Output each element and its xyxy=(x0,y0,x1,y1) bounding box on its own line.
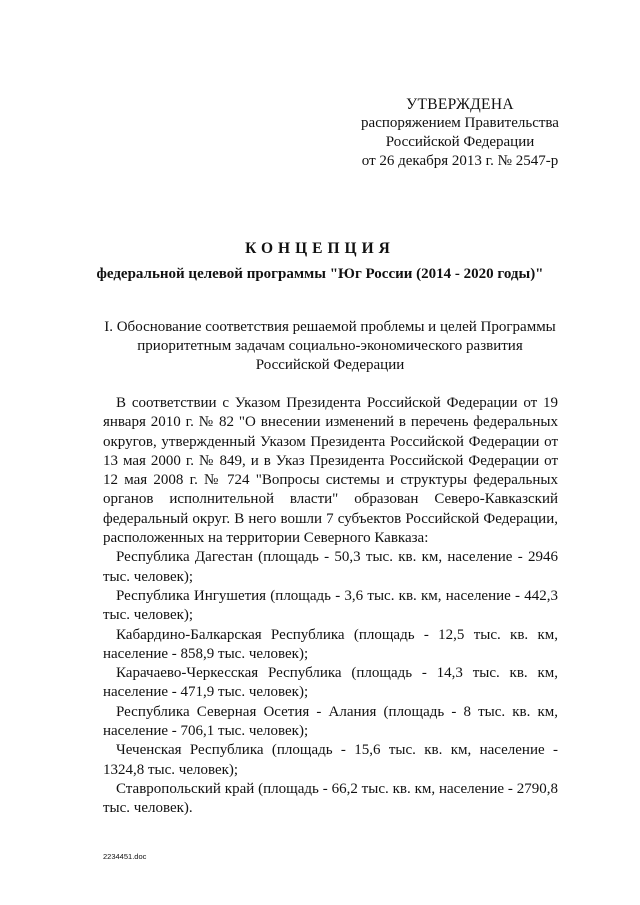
footer-filename: 2234451.doc xyxy=(103,852,147,861)
document-subtitle: федеральной целевой программы "Юг России (2014 - 2020 годы)" xyxy=(96,266,544,282)
subject-item: Республика Ингушетия (площадь - 3,6 тыс. кв. км, население - 442,3 тыс. человек); xyxy=(103,587,558,624)
document-body xyxy=(103,394,558,819)
approval-line-2: Российской Федерации xyxy=(385,134,535,150)
approval-line-3: от 26 декабря 2013 г. № 2547-р xyxy=(361,153,559,169)
section-heading: I. Обоснование соответствия решаемой проблемы и целей Программы приоритетным задачам социально-экономического развития Российской Федерации xyxy=(104,319,556,373)
intro-paragraph: В соответствии с Указом Президента Российской Федерации от 19 января 2010 г. № 82 "О внесении изменений в перечень федеральных округов, утвержденный Указом Президента Российской Федерации от 13 мая 2000 г. № 849, и в Указ Президента Российской Федерации от 12 мая 2008 г. № 724 "Вопросы системы и структуры федеральных органов исполнительной власти" образован Северо-Кавказский федеральный округ. В него вошли 7 субъектов Российской Федерации, расположенных на территории Северного Кавказа: xyxy=(103,395,558,547)
subject-item: Чеченская Республика (площадь - 15,6 тыс. кв. км, население - 1324,8 тыс. человек); xyxy=(103,742,558,778)
subject-item: Республика Дагестан (площадь - 50,3 тыс. кв. км, население - 2946 тыс. человек); xyxy=(103,549,558,585)
approval-heading: УТВЕРЖДЕНА xyxy=(406,96,514,113)
subject-item: Ставропольский край (площадь - 66,2 тыс. кв. км, население - 2790,8 тыс. человек). xyxy=(103,780,558,817)
subject-item: Карачаево-Черкесская Республика (площадь - 14,3 тыс. кв. км, население - 471,9 тыс. человек); xyxy=(103,665,558,701)
subject-item: Республика Северная Осетия - Алания (площадь - 8 тыс. кв. км, население - 706,1 тыс. человек); xyxy=(103,703,558,740)
approval-line-1: распоряжением Правительства xyxy=(361,115,559,131)
approval-stamp xyxy=(330,95,590,171)
document-title: КОНЦЕПЦИЯ xyxy=(245,240,395,257)
subject-item: Кабардино-Балкарская Республика (площадь - 12,5 тыс. кв. км, население - 858,9 тыс. человек); xyxy=(103,626,558,662)
